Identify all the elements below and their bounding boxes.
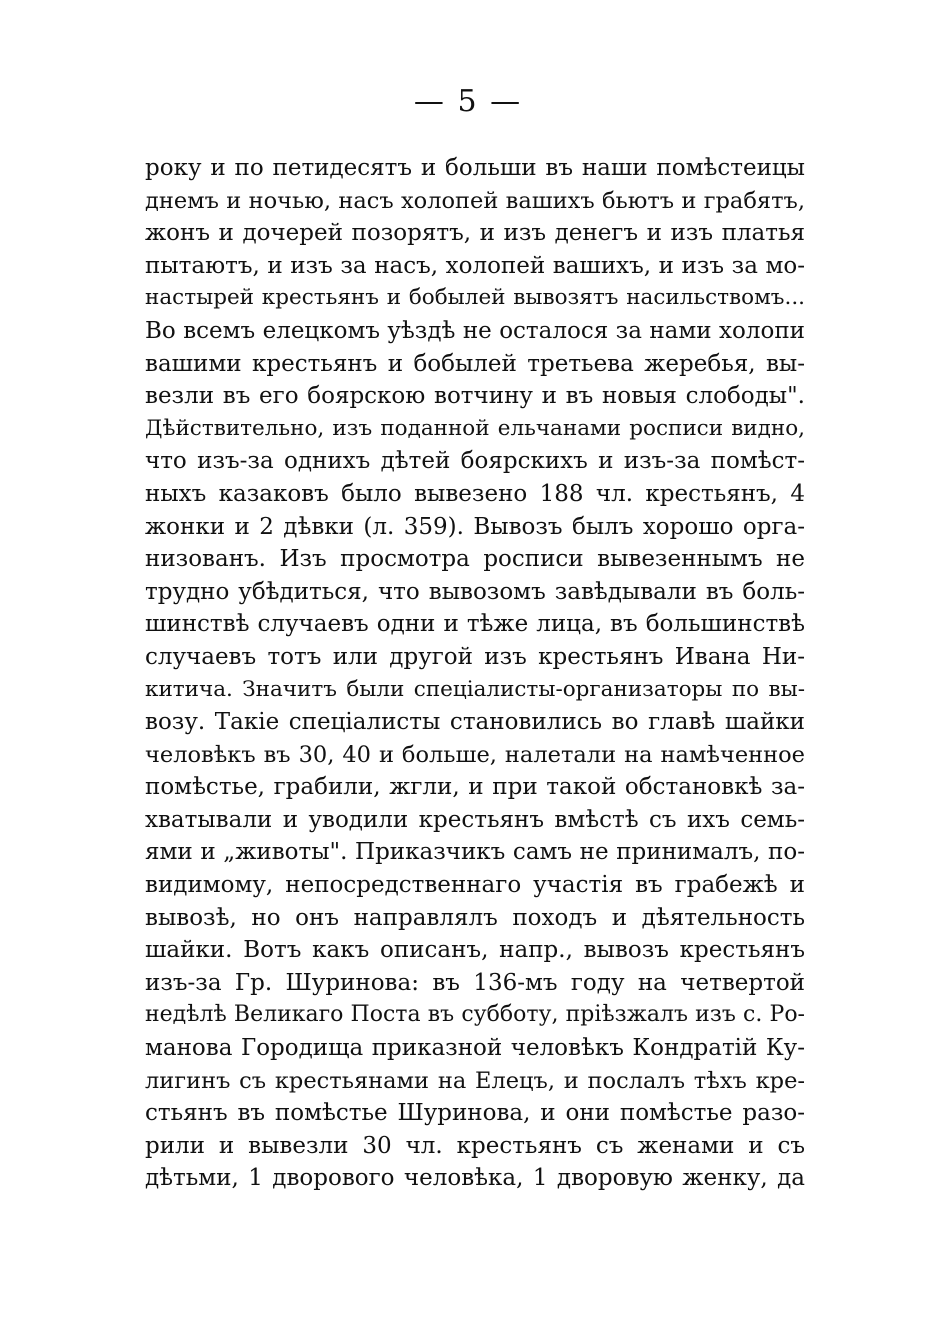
text-line: вашими крестьянъ и бобылей третьева жеребья, вы- — [145, 350, 805, 377]
text-line: изъ-за Гр. Шуринова: въ 136-мъ году на четвертой — [145, 969, 805, 996]
text-line: случаевъ тотъ или другой изъ крестьянъ Ивана Ни- — [145, 643, 805, 670]
text-line: помѣстье, грабили, жгли, и при такой обстановкѣ за- — [145, 774, 805, 801]
text-line: человѣкъ въ 30, 40 и больше, налетали на намѣченное — [145, 741, 805, 768]
text-line: видимому, непосредственнаго участія въ грабежѣ и — [145, 872, 805, 899]
body-text — [145, 152, 805, 1195]
text-line: настырей крестьянъ и бобылей вывозятъ насильствомъ... — [145, 285, 805, 311]
text-line: ныхъ казаковъ было вывезено 188 чл. крестьянъ, 4 — [145, 480, 805, 507]
text-line: недѣлѣ Великаго Поста въ субботу, пріѣзжалъ изъ с. Ро- — [145, 1002, 805, 1028]
text-line: вывозѣ, но онъ направлялъ походъ и дѣятельность — [145, 904, 805, 931]
text-line: Во всемъ елецкомъ уѣздѣ не осталося за нами холопи — [145, 317, 805, 344]
text-line: трудно убѣдиться, что вывозомъ завѣдывали въ боль- — [145, 578, 805, 605]
text-line: жонки и 2 дѣвки (л. 359). Вывозъ былъ хорошо орга- — [145, 513, 805, 540]
text-line: везли въ его боярскою вотчину и въ новыя слободы". — [145, 383, 805, 410]
text-line: днемъ и ночью, насъ холопей вашихъ бьютъ и грабятъ, — [145, 187, 805, 214]
text-line: ями и „животы". Приказчикъ самъ не принималъ, по- — [145, 839, 805, 866]
text-line: року и по петидесятъ и больши въ наши помѣстеицы — [145, 155, 805, 181]
text-line: жонъ и дочерей позорятъ, и изъ денегъ и изъ платья — [145, 220, 805, 247]
text-line: возу. Такіе спеціалисты становились во главѣ шайки — [145, 709, 805, 736]
page-number: — 5 — — [413, 84, 523, 119]
text-line: Дѣйствительно, изъ поданной ельчанами росписи видно, — [145, 415, 805, 441]
text-line: стьянъ въ помѣстье Шуринова, и они помѣстье разо- — [145, 1100, 805, 1127]
text-line: китича. Значитъ были спеціалисты-организаторы по вы- — [145, 676, 805, 702]
text-line: дѣтьми, 1 дворового человѣка, 1 дворовую женку, да — [145, 1165, 805, 1192]
text-line: что изъ-за однихъ дѣтей боярскихъ и изъ-за помѣст- — [145, 448, 805, 475]
text-line: шайки. Вотъ какъ описанъ, напр., вывозъ крестьянъ — [145, 937, 805, 964]
text-line: пытаютъ, и изъ за насъ, холопей вашихъ, и изъ за мо- — [145, 252, 805, 279]
text-line: шинствѣ случаевъ одни и тѣже лица, въ большинствѣ — [145, 611, 805, 638]
text-line: лигинъ съ крестьянами на Елецъ, и послалъ тѣхъ кре- — [145, 1067, 805, 1094]
text-line: низованъ. Изъ просмотра росписи вывезеннымъ не — [145, 546, 805, 573]
text-line: манова Городища приказной человѣкъ Кондратій Ку- — [145, 1035, 805, 1062]
text-line: рили и вывезли 30 чл. крестьянъ съ женами и съ — [145, 1132, 805, 1159]
text-line: хватывали и уводили крестьянъ вмѣстѣ съ ихъ семь- — [145, 806, 805, 833]
